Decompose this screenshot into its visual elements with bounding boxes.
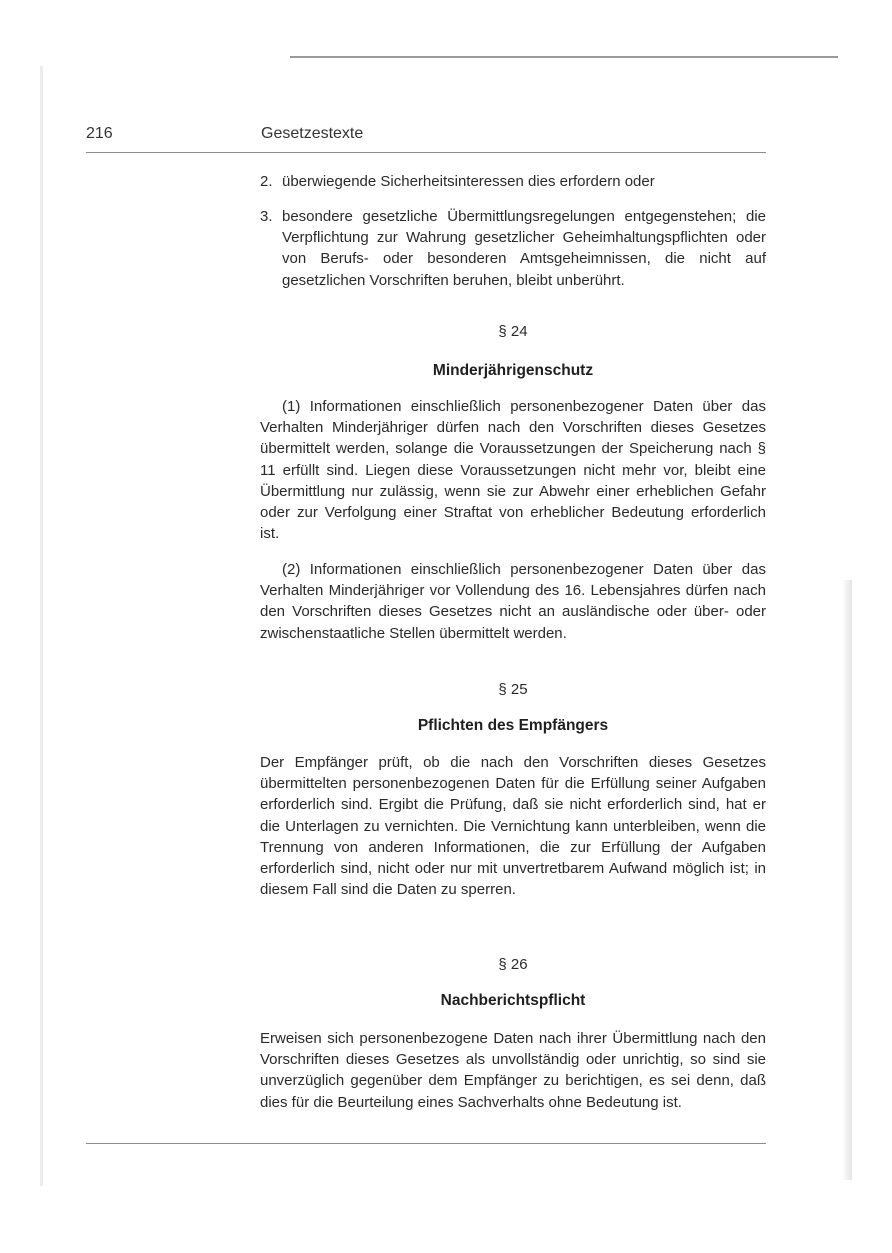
list-item	[260, 206, 766, 291]
running-title: Gesetzestexte	[261, 125, 364, 142]
list-item-text: besondere gesetzliche Übermittlungsregelungen entgegenstehen; die Verpflichtung zur Wahrung gesetzlicher Geheimhaltungspflichten oder von Berufs- oder besonderen Amtsgeheimnissen, die nicht auf gesetzlichen Vorschriften beruhen, bleibt unberührt.	[282, 208, 766, 289]
section-paragraph: Erweisen sich personenbezogene Daten nach ihrer Übermittlung nach den Vorschriften dieses Gesetzes als unvollständig oder unrichtig, so sind sie unverzüglich gegenüber dem Empfänger zu berichtigen, es sei denn, daß dies für die Beurteilung eines Sachverhalts ohne Bedeutung ist.	[260, 1030, 766, 1111]
list-item-number: 3.	[260, 208, 273, 225]
section-number: § 24	[498, 323, 528, 340]
list-item	[260, 171, 766, 192]
section-title: Pflichten des Empfängers	[417, 717, 609, 734]
section-paragraph: (2) Informationen einschließlich personenbezogener Daten über das Verhalten Minderjähriger vor Vollendung des 16. Lebensjahres dürfen nach den Vorschriften dieses Gesetzes nicht an ausländische oder über- oder zwischenstaatliche Stellen übermittelt werden.	[260, 561, 766, 642]
section-paragraph: Der Empfänger prüft, ob die nach den Vorschriften dieses Gesetzes übermittelten personenbezogenen Daten für die Erfüllung seiner Aufgaben erforderlich sind. Ergibt die Prüfung, daß sie nicht erforderlich sind, hat er die Unterlagen zu vernichten. Die Vernichtung kann unterbleiben, wenn die Trennung von anderen Informationen, die zur Erfüllung der Aufgaben erforderlich sind, nicht oder nur mit unvertretbarem Aufwand möglich ist; in diesem Fall sind die Daten zu sperren.	[260, 754, 766, 899]
list-item-text: überwiegende Sicherheitsinteressen dies erfordern oder	[282, 173, 655, 190]
header-rule	[86, 152, 766, 153]
section-title: Minderjährigenschutz	[432, 362, 594, 379]
section-number: § 25	[498, 681, 528, 698]
scan-edge-right	[842, 580, 852, 1180]
page-number: 216	[86, 125, 113, 142]
list-item-number: 2.	[260, 173, 273, 190]
section-number: § 26	[498, 956, 528, 973]
footer-rule	[86, 1143, 766, 1144]
scan-edge-left	[40, 66, 43, 1186]
scan-edge-top	[290, 56, 838, 58]
section-paragraph: (1) Informationen einschließlich personenbezogener Daten über das Verhalten Minderjähriger dürfen nach den Vorschriften dieses Gesetzes übermittelt werden, solange die Voraussetzungen der Speicherung nach § 11 erfüllt sind. Liegen diese Voraussetzungen nicht mehr vor, bleibt eine Übermittlung nur zulässig, wenn sie zur Abwehr einer erheblichen Gefahr oder zur Verfolgung einer Straftat von erheblicher Bedeutung erforderlich ist.	[260, 398, 766, 543]
section-title: Nachberichtspflicht	[440, 992, 586, 1009]
